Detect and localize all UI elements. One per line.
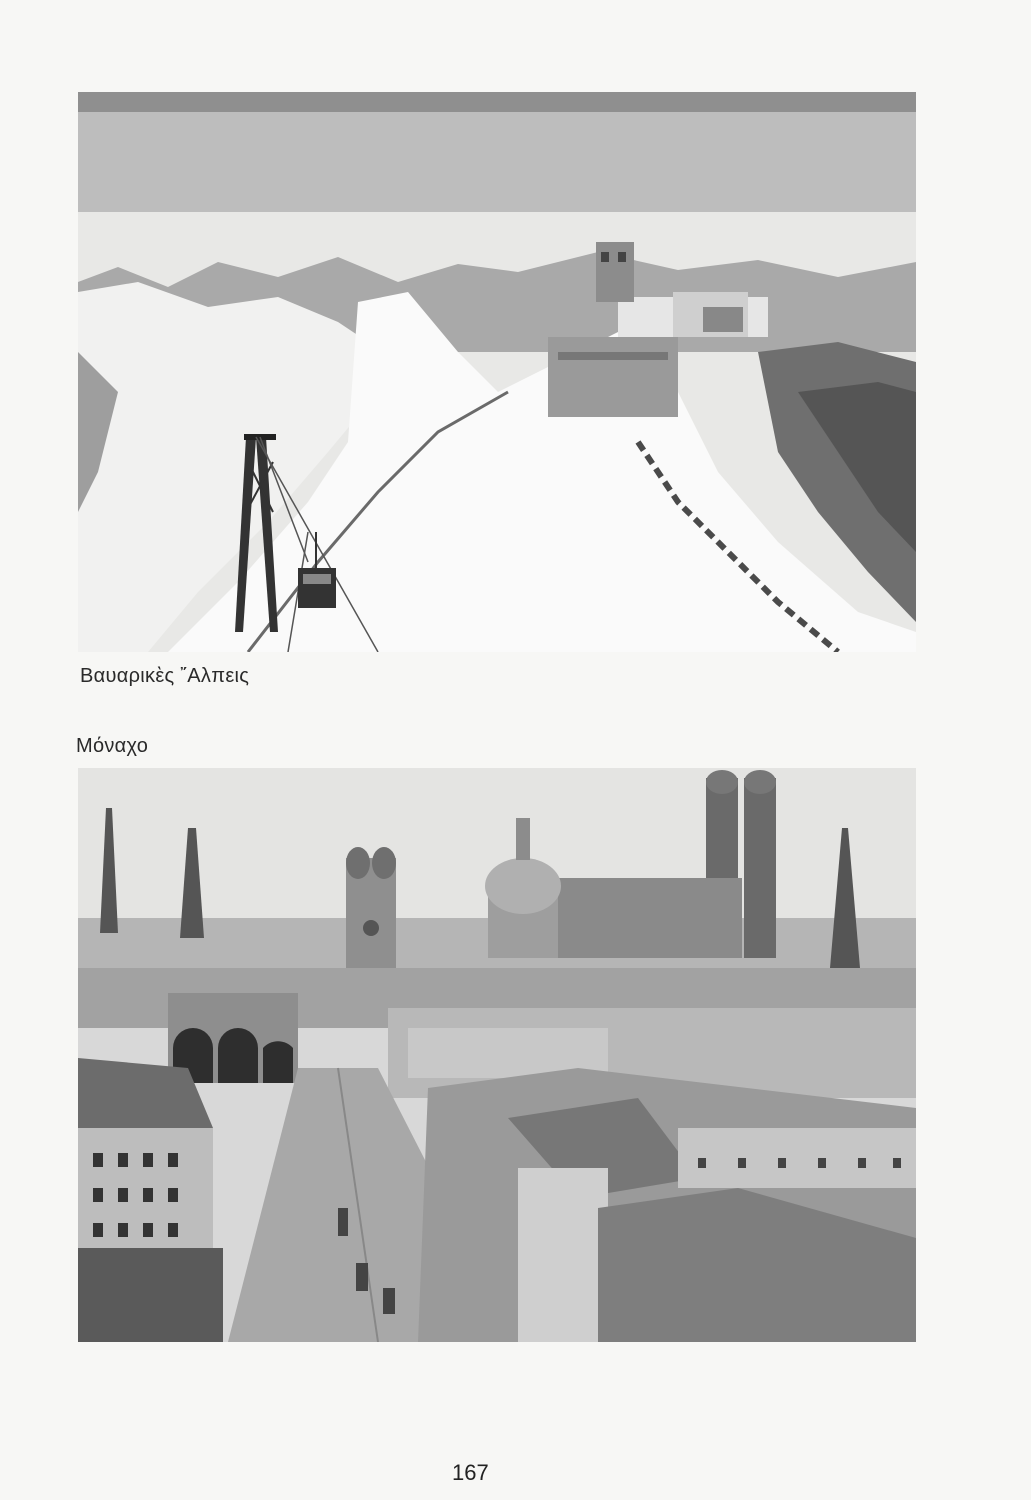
munich-photo-art <box>78 768 916 1342</box>
page-number: 167 <box>452 1460 489 1485</box>
munich-caption: Μόναχο <box>76 735 149 757</box>
munich-photograph <box>78 768 916 1342</box>
alps-photo-art <box>78 92 916 652</box>
alps-caption: Βαυαρικὲς ῎Αλπεις <box>80 665 250 687</box>
alps-photograph <box>78 92 916 652</box>
